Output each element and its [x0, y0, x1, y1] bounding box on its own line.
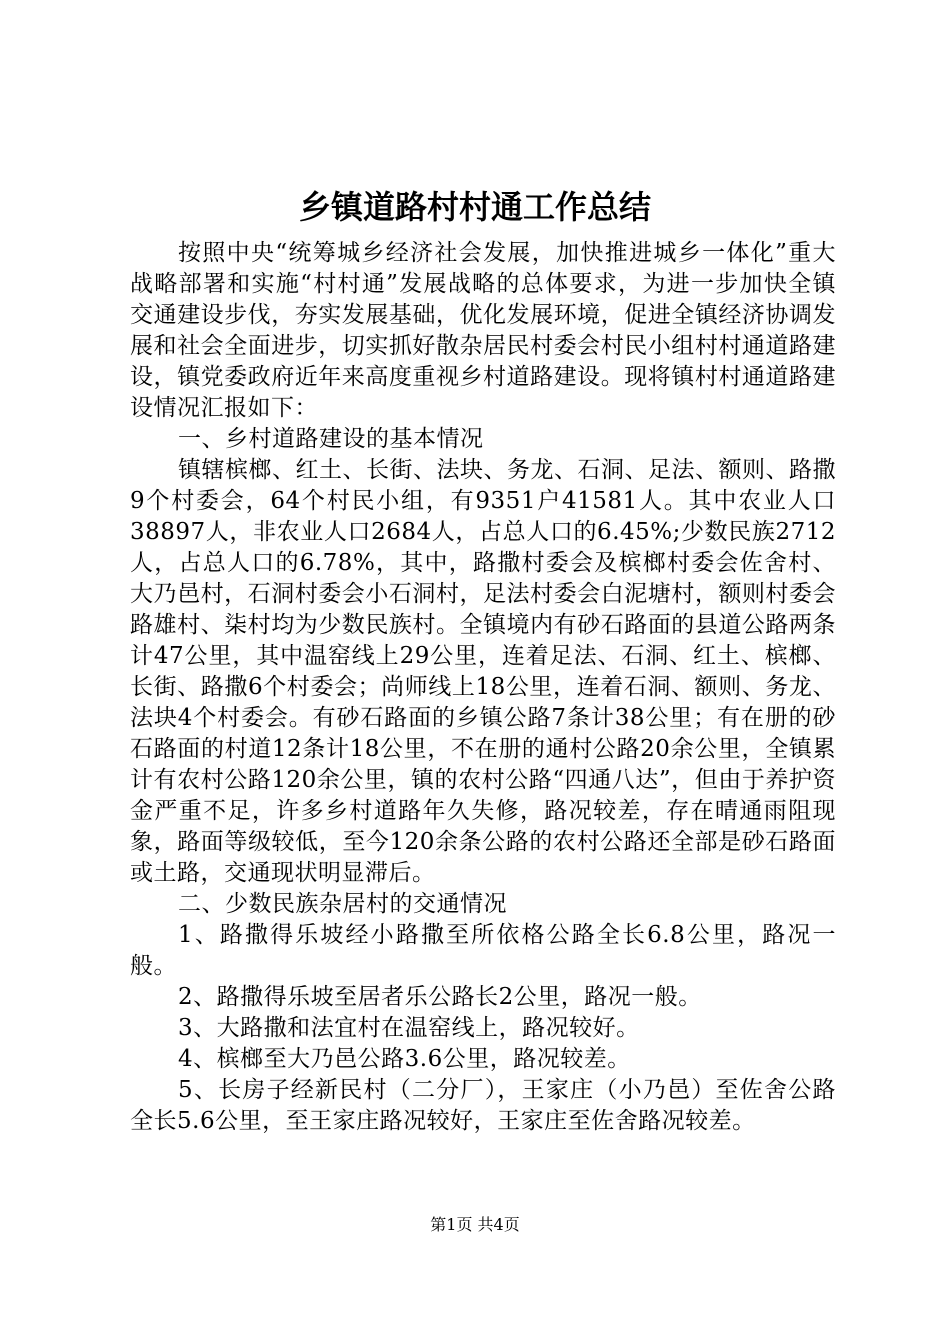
list-item-3: 3、大路撒和法宜村在温窑线上，路况较好。 [178, 1015, 640, 1041]
list-item-1: 1、路撒得乐坡经小路撒至所依格公路全长6.8公里，路况一般。 [130, 922, 836, 979]
page-number-footer: 第1页 共4页 [430, 1215, 520, 1234]
paragraph-basic-situation: 镇辖槟榔、红土、长街、法块、务龙、石洞、足法、额则、路撒9个村委会，64个村民小组，有9351户41581人。其中农业人口38897人，非农业人口2684人，占总人口的6.45%;少数民族2712人，占总人口的6.78%，其中，路撒村委会及槟榔村委会佐舍村、大乃邑村，石洞村委会小石洞村，足法村委会白泥塘村，额则村委会路雄村、柒村均为少数民族村。全镇境内有砂石路面的县道公路两条计47公里，其中温窑线上29公里，连着足法、石洞、红土、槟榔、长街、路撒6个村委会；尚师线上18公里，连着石洞、额则、务龙、法块4个村委会。有砂石路面的乡镇公路7条计38公里；有在册的砂石路面的村道12条计18公里，不在册的通村公路20余公里，全镇累计有农村公路120余公里，镇的农村公路“四通八达”，但由于养护资金严重不足，许多乡村道路年久失修，路况较差，存在晴通雨阻现象，路面等级较低，至今120余条公路的农村公路还全部是砂石路面或土路，交通现状明显滞后。 [130, 457, 836, 886]
document-title: 乡镇道路村村通工作总结 [298, 188, 651, 226]
list-item-4: 4、槟榔至大乃邑公路3.6公里，路况较差。 [178, 1046, 631, 1072]
document-body [130, 238, 836, 1137]
paragraph-intro: 按照中央“统筹城乡经济社会发展，加快推进城乡一体化”重大战略部署和实施“村村通”发展战略的总体要求，为进一步加快全镇交通建设步伐，夯实发展基础，优化发展环境，促进全镇经济协调发展和社会全面进步，切实抓好散杂居民村委会村民小组村村通道路建设，镇党委政府近年来高度重视乡村道路建设。现将镇村村通道路建设情况汇报如下： [130, 240, 836, 421]
section-heading-1: 一、乡村道路建设的基本情况 [178, 426, 484, 452]
list-item-2: 2、路撒得乐坡至居者乐公路长2公里，路况一般。 [178, 984, 702, 1010]
list-item-5: 5、长房子经新民村（二分厂），王家庄（小乃邑）至佐舍公路全长5.6公里，至王家庄路况较好，王家庄至佐舍路况较差。 [130, 1077, 836, 1134]
section-heading-2: 二、少数民族杂居村的交通情况 [178, 891, 507, 917]
